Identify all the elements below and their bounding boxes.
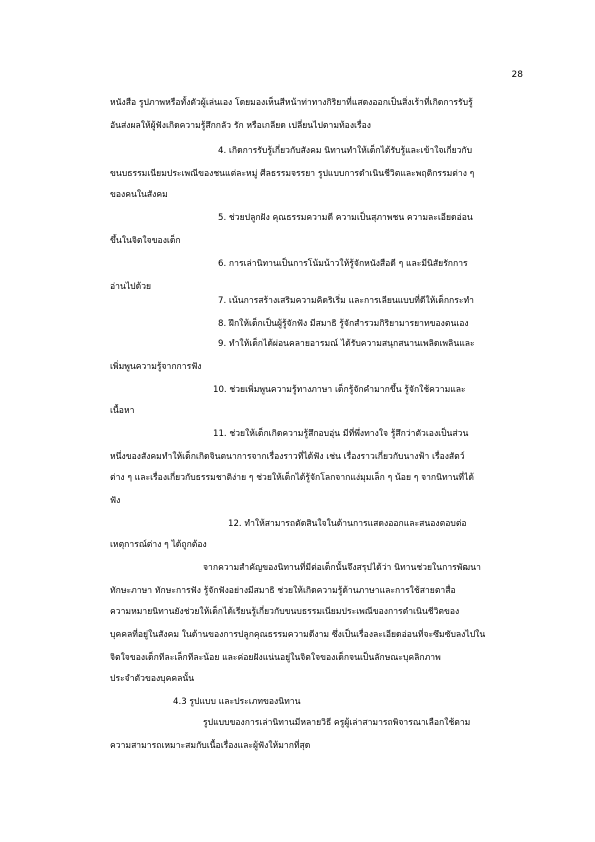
body-line: อันส่งผลให้ผู้ฟังเกิดความรู้สึกกลัว รัก หรือเกลียด เปลี่ยนไปตามท้องเรื่อง — [110, 121, 371, 131]
list-item-9: 9. ทำให้เด็กได้ผ่อนคลายอารมณ์ ได้รับความสนุกสนานเพลิดเพลินและ — [218, 339, 475, 349]
page-number: 28 — [511, 70, 523, 80]
body-line: ขึ้นในจิตใจของเด็ก — [110, 236, 181, 246]
list-item-7: 7. เน้นการสร้างเสริมความคิดริเริ่ม และการเลียนแบบที่ดีให้เด็กกระทำ — [218, 296, 474, 306]
body-line: ของคนในสังคม — [110, 190, 168, 200]
body-line: ฟัง — [110, 496, 121, 506]
body-line: ประจำตัวของบุคคลนั้น — [110, 674, 195, 684]
list-item-6: 6. การเล่านิทานเป็นการโน้มน้าวให้รู้จักหนังสือดี ๆ และมีนิสัยรักการ — [218, 259, 468, 269]
body-line: ทักษะภาษา ทักษะการฟัง รู้จักฟังอย่างมีสมาธิ ช่วยให้เกิดความรู้ด้านภาษาและการใช้สายตาสื่อ — [110, 586, 456, 596]
summary-paragraph-start: จากความสำคัญของนิทานที่มีต่อเด็กนั้นจึงสรุปได้ว่า นิทานช่วยในการพัฒนา — [203, 563, 481, 573]
section-heading: 4.3 รูปแบบ และประเภทของนิทาน — [173, 697, 301, 707]
body-line: หนึ่งของสังคมทำให้เด็กเกิดจินตนาการจากเรื่องราวที่ได้ฟัง เช่น เรื่องราวเกี่ยวกับนางฟ้า เรื่องสัตว์ — [110, 452, 465, 462]
list-item-12: 12. ทำให้สามารถตัดสินใจในด้านการแสดงออกและสนองตอบต่อ — [228, 519, 467, 529]
body-line: หนังสือ รูปภาพหรือทั้งตัวผู้เล่นเอง โดยมองเห็นสีหน้าท่าทางกิริยาที่แสดงออกเป็นสิ่งเร้าที่เกิดการรับรู้ — [110, 98, 473, 108]
list-item-4: 4. เกิดการรับรู้เกี่ยวกับสังคม นิทานทำให้เด็กได้รับรู้และเข้าใจเกี่ยวกับ — [218, 146, 473, 156]
body-line: ความสามารถเหมาะสมกับเนื้อเรื่องและผู้ฟังให้มากที่สุด — [110, 741, 311, 751]
body-line: ความหมายนิทานยังช่วยให้เด็กได้เรียนรู้เกี่ยวกับขนบธรรมเนียมประเพณีของการดำเนินชีวิตของ — [110, 607, 460, 617]
body-line: อ่านไปด้วย — [110, 282, 152, 292]
body-line: ต่าง ๆ และเรื่องเกี่ยวกับธรรมชาติง่าย ๆ ช่วยให้เด็กได้รู้จักโลกจากแง่มุมเล็ก ๆ น้อย ๆ จากนิทานที่ได้ — [110, 473, 474, 483]
body-line: บุคคลที่อยู่ในสังคม ในด้านของการปลูกคุณธรรมความดีงาม ซึ่งเป็นเรื่องละเอียดอ่อนที่จะซึมซับลงไปใน — [110, 630, 486, 640]
list-item-11: 11. ช่วยให้เด็กเกิดความรู้สึกอบอุ่น มีที่พึ่งทางใจ รู้สึกว่าตัวเองเป็นส่วน — [213, 429, 469, 439]
body-line: เนื้อหา — [110, 406, 135, 416]
body-line: ขนบธรรมเนียมประเพณีของชนแต่ละหมู่ ศีลธรรมจรรยา รูปแบบการดำเนินชีวิตและพฤติกรรมต่าง ๆ — [110, 169, 475, 179]
list-item-10: 10. ช่วยเพิ่มพูนความรู้ทางภาษา เด็กรู้จักคำมากขึ้น รู้จักใช้ความและ — [213, 385, 466, 395]
list-item-5: 5. ช่วยปลูกฝัง คุณธรรมความดี ความเป็นสุภาพชน ความละเอียดอ่อน — [218, 213, 473, 223]
body-line: เหตุการณ์ต่าง ๆ ได้ถูกต้อง — [110, 540, 207, 550]
section-paragraph-start: รูปแบบของการเล่านิทานมีหลายวิธี ครูผู้เล่าสามารถพิจารณาเลือกใช้ตาม — [203, 718, 471, 728]
body-line: เพิ่มพูนความรู้จากการฟัง — [110, 362, 202, 372]
body-line: จิตใจของเด็กทีละเล็กทีละน้อย และค่อยฝังแน่นอยู่ในจิตใจของเด็กจนเป็นลักษณะบุคลิกภาพ — [110, 653, 441, 663]
list-item-8: 8. ฝึกให้เด็กเป็นผู้รู้จักฟัง มีสมาธิ รู้จักสำรวมกิริยามารยาทของตนเอง — [218, 319, 469, 329]
